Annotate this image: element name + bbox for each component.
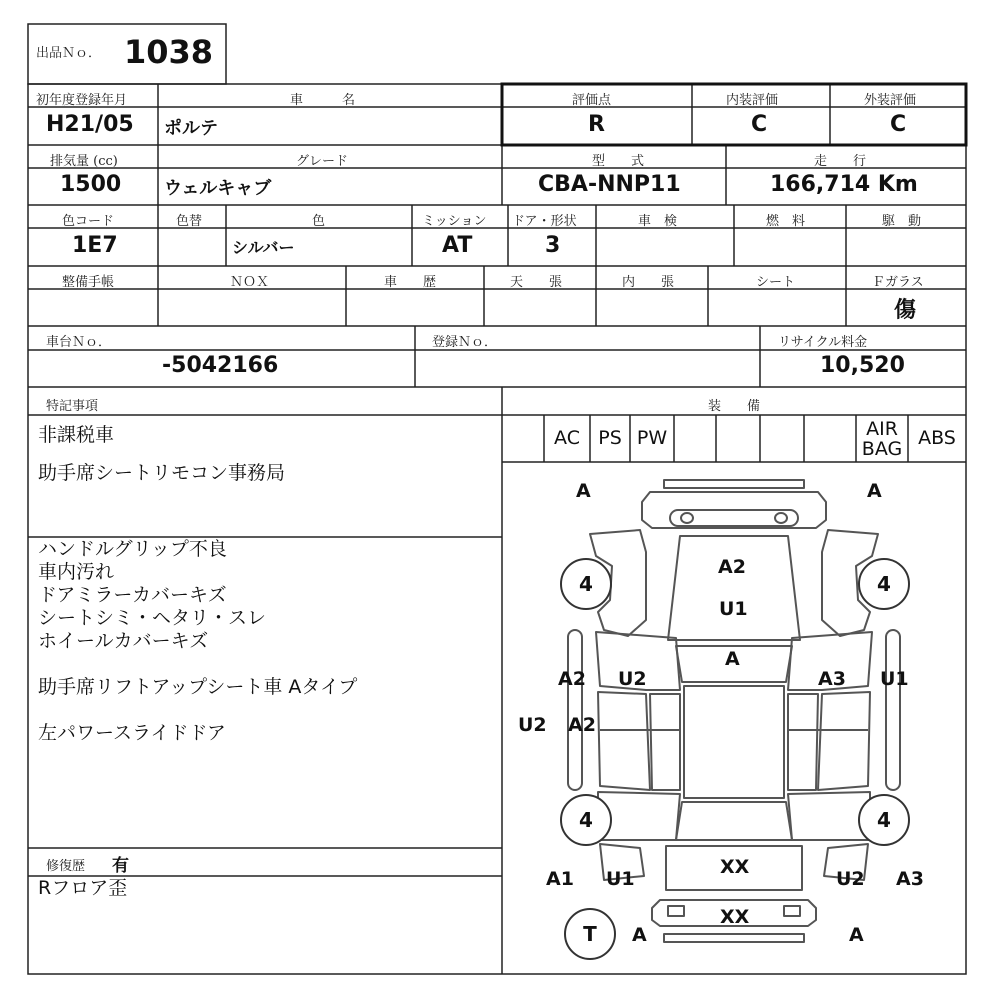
chassis-value: -5042166	[162, 353, 279, 378]
displacement-value: 1500	[60, 172, 122, 197]
car-name-value: ポルテ	[164, 118, 218, 139]
model-label: 型 式	[592, 154, 645, 169]
note-line: 非課税車	[38, 424, 115, 446]
mark-rear-left-corner: A	[632, 924, 647, 946]
roof-label: 天 張	[510, 275, 563, 290]
note-line: ハンドルグリップ不良	[38, 538, 227, 560]
inspection-label: 車 検	[638, 214, 678, 229]
mileage-value: 166,714 Km	[770, 172, 918, 197]
color-code-value: 1E7	[72, 233, 118, 258]
mark-rear-right-1: U2	[836, 868, 865, 890]
exterior-value: C	[890, 112, 907, 137]
mission-value: AT	[442, 233, 473, 258]
first-reg-label: 初年度登録年月	[36, 93, 128, 108]
chassis-label: 車台Ｎｏ．	[46, 335, 112, 350]
exterior-label: 外装評価	[864, 93, 917, 108]
mark-right-fender-1: A3	[818, 668, 846, 690]
mark-left-door-1: U2	[518, 714, 547, 736]
color-value: シルバー	[232, 238, 295, 257]
door-value: 3	[545, 233, 561, 258]
recycle-value: 10,520	[820, 353, 905, 378]
mark-rear-bumper: XX	[720, 906, 750, 928]
repair-detail: Rフロア歪	[38, 877, 128, 899]
mark-rear-left-1: A1	[546, 868, 574, 890]
color-code-label: 色コード	[62, 214, 115, 229]
note-line: 助手席シートリモコン事務局	[38, 462, 286, 484]
door-label: ドア・形状	[512, 214, 577, 229]
history-label: 車 歴	[384, 275, 437, 290]
mark-rear-right-2: A3	[896, 868, 924, 890]
repair-value: 有	[112, 856, 129, 876]
grade-label: グレード	[296, 154, 349, 169]
tyre-front-left: 4	[560, 558, 612, 610]
tyre-rear-left: 4	[560, 794, 612, 846]
tyre-rear-right: 4	[858, 794, 910, 846]
f-glass-value: 傷	[894, 298, 917, 323]
equipment-ac: AC	[554, 427, 580, 449]
fuel-label: 燃 料	[766, 214, 806, 229]
note-line: 左パワースライドドア	[38, 722, 226, 744]
lot-number: 1038	[124, 33, 214, 71]
mark-roof-front: A	[725, 648, 740, 670]
interior-trim-label: 内 張	[622, 275, 675, 290]
equipment-abs: ABS	[918, 427, 956, 449]
repaint-label: 色替	[176, 214, 203, 229]
repair-label: 修復歴	[46, 859, 86, 874]
tyre-front-right: 4	[858, 558, 910, 610]
mark-left-fender-1: A2	[558, 668, 586, 690]
f-glass-label: Ｆガラス	[872, 275, 924, 290]
note-line: 車内汚れ	[38, 561, 115, 583]
score-value: R	[588, 112, 605, 137]
mark-front-right-corner: A	[867, 480, 882, 502]
equipment-ps: PS	[598, 427, 622, 449]
registration-label: 登録Ｎｏ．	[432, 335, 498, 350]
note-line: シートシミ・ヘタリ・スレ	[38, 607, 267, 629]
mileage-label: 走 行	[814, 154, 867, 169]
mark-left-fender-2: U2	[618, 668, 647, 690]
notes-label: 特記事項	[46, 399, 99, 414]
car-name-label: 車 名	[290, 93, 356, 108]
mission-label: ミッション	[422, 214, 487, 229]
equipment-airbag-line2: BAG	[861, 438, 903, 460]
mark-hood-1: A2	[718, 556, 746, 578]
mark-left-door-2: A2	[568, 714, 596, 736]
first-reg-value: H21/05	[46, 112, 134, 137]
tyre-spare: T	[564, 908, 616, 960]
mark-right-fender-2: U1	[880, 668, 909, 690]
equipment-pw: PW	[636, 427, 668, 449]
grade-value: ウェルキャブ	[164, 178, 272, 199]
maintenance-label: 整備手帳	[62, 275, 115, 290]
color-label: 色	[312, 214, 326, 229]
score-label: 評価点	[572, 93, 612, 108]
mark-front-left-corner: A	[576, 480, 591, 502]
equipment-label: 装 備	[708, 399, 761, 414]
model-value: CBA-NNP11	[538, 172, 681, 197]
equipment-airbag-line1: AIR	[866, 418, 898, 440]
note-line: 助手席リフトアップシート車 Aタイプ	[38, 676, 358, 698]
note-line: ホイールカバーキズ	[38, 630, 209, 652]
mark-rear-right-corner: A	[849, 924, 864, 946]
interior-label: 内装評価	[726, 93, 779, 108]
recycle-label: リサイクル料金	[778, 335, 868, 350]
lot-label: 出品Ｎｏ．	[36, 46, 102, 61]
note-line: ドアミラーカバーキズ	[38, 584, 227, 606]
displacement-label: 排気量 (cc)	[50, 154, 118, 169]
interior-value: C	[751, 112, 768, 137]
drive-label: 駆 動	[882, 214, 922, 229]
seat-label: シート	[756, 275, 796, 290]
mark-hood-2: U1	[719, 598, 748, 620]
mark-rear-left-2: U1	[606, 868, 635, 890]
nox-label: ＮＯＸ	[230, 275, 270, 290]
mark-rear-window: XX	[720, 856, 750, 878]
